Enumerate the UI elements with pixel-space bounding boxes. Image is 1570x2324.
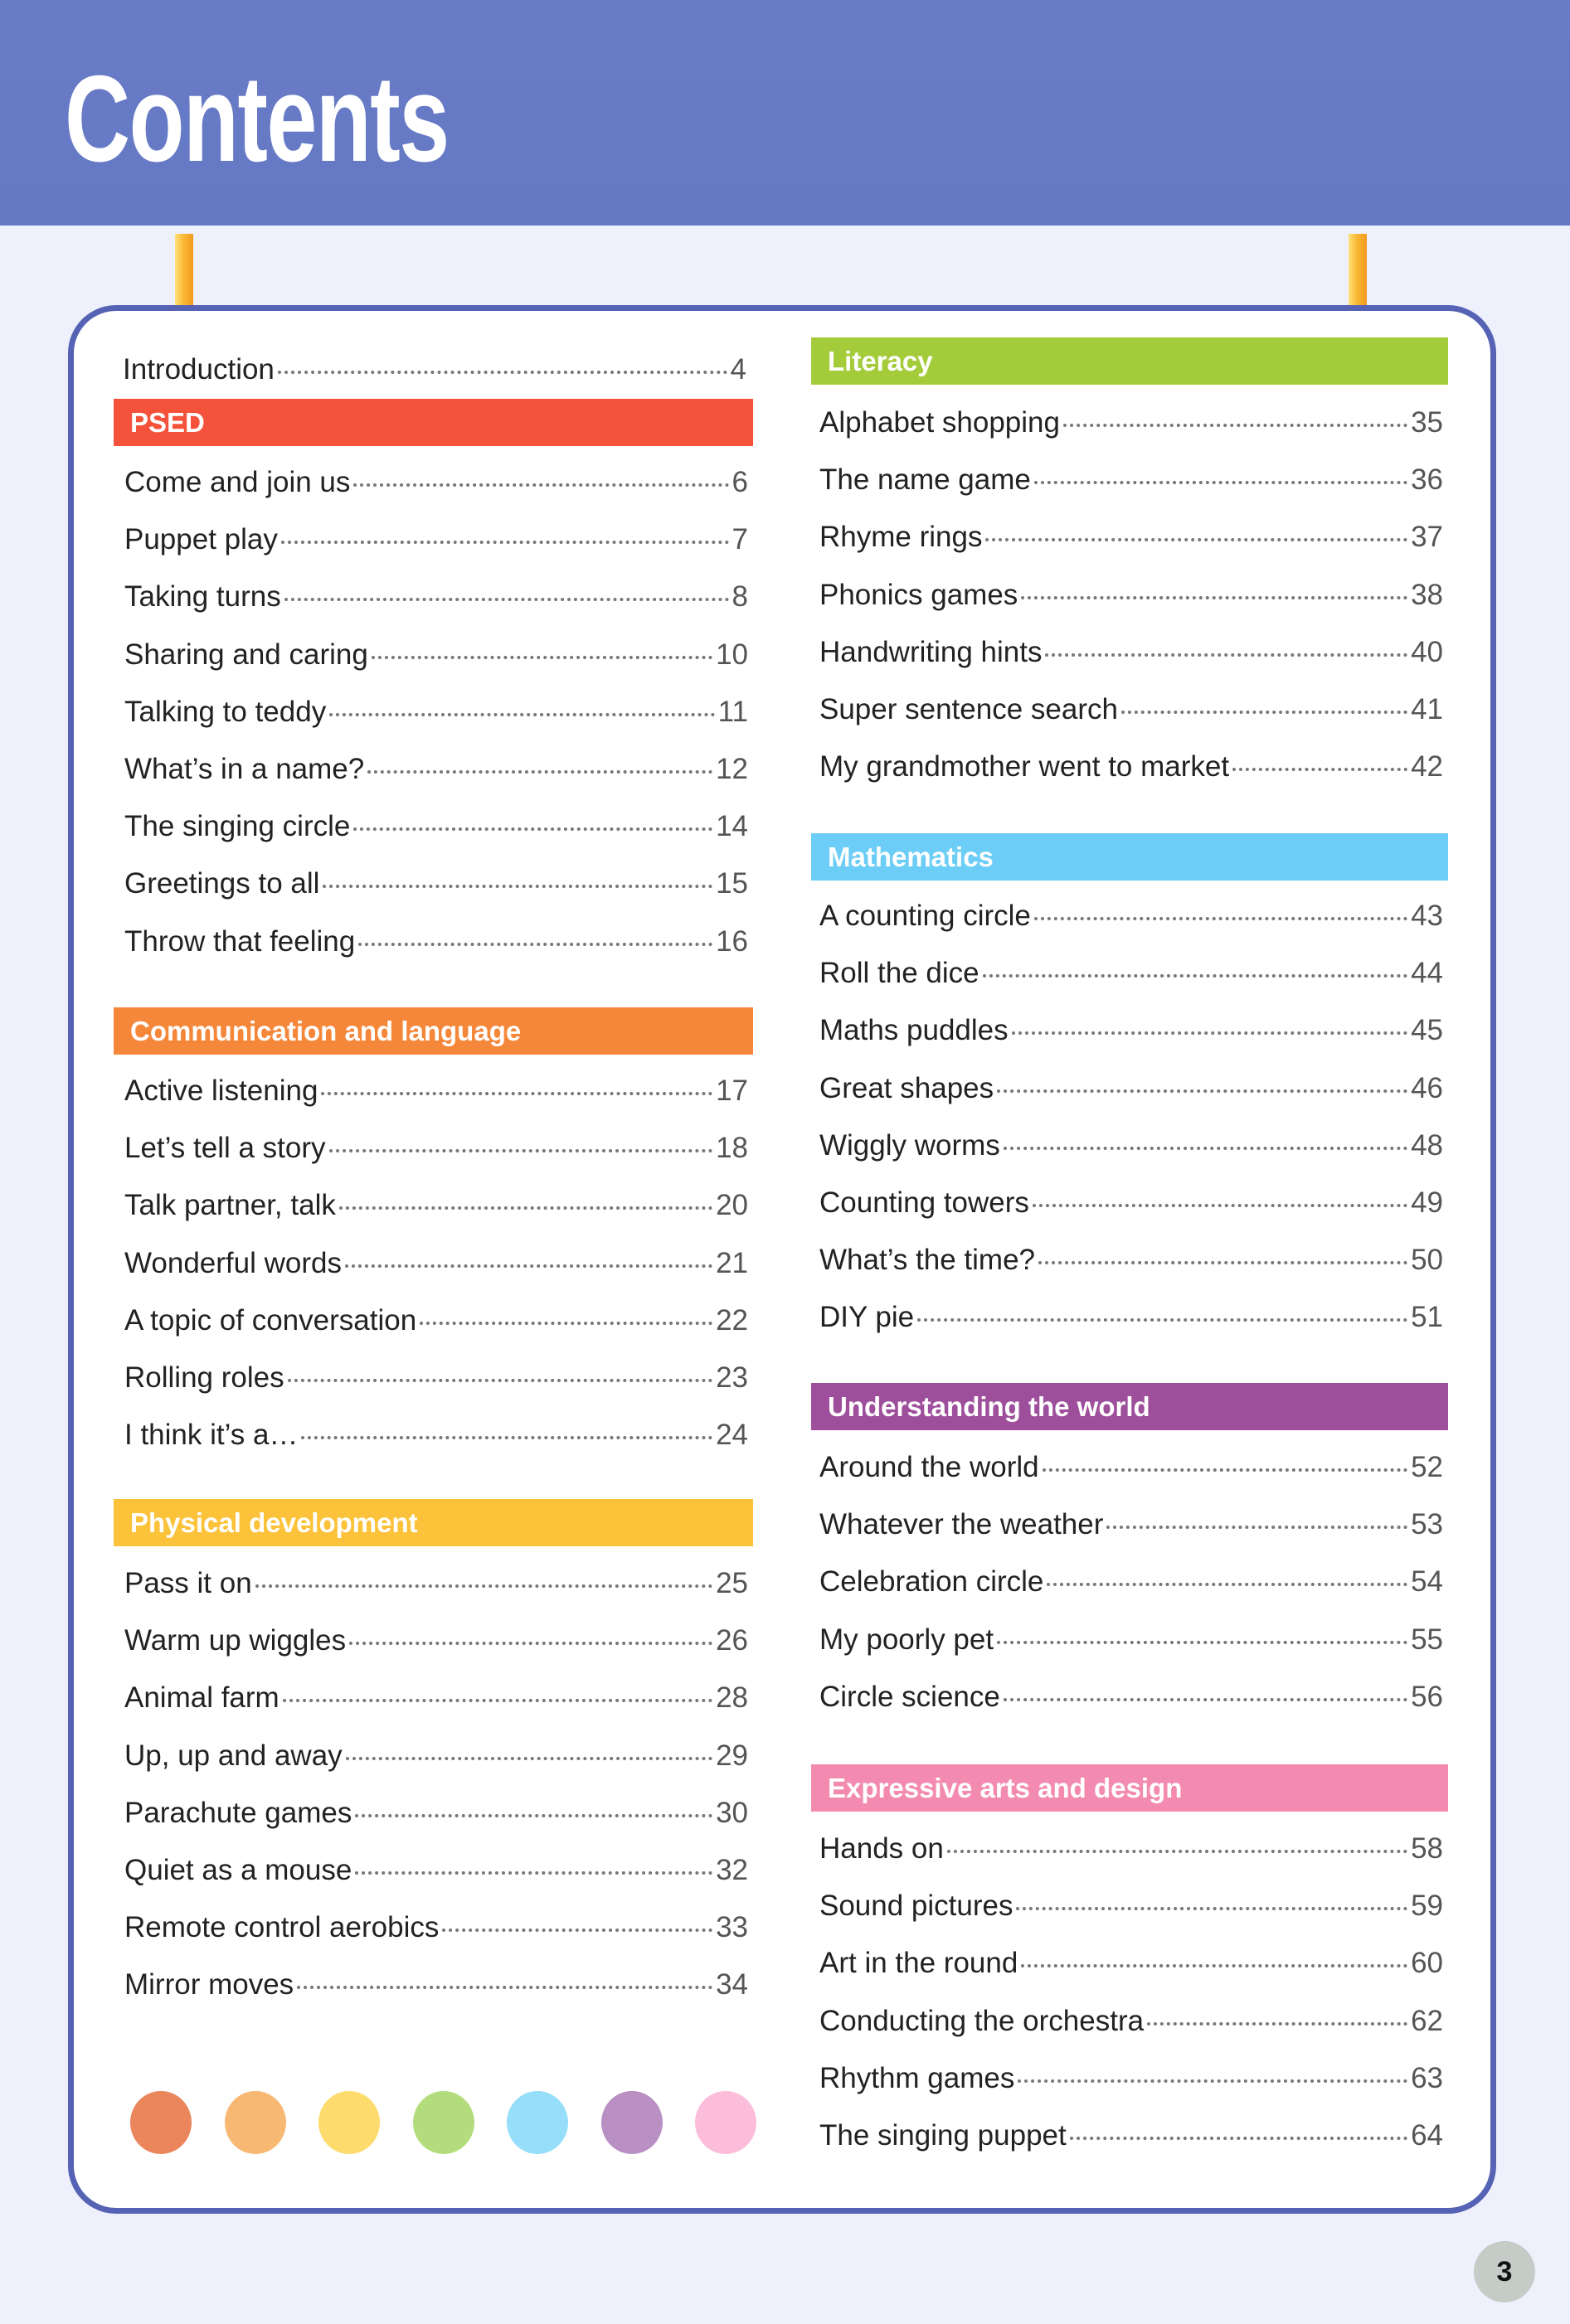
entry-label: The singing circle [124, 810, 351, 843]
toc-entry[interactable] [124, 1360, 748, 1396]
dot-leader [1012, 1031, 1407, 1035]
entry-label: Rhythm games [819, 2061, 1015, 2094]
dot-leader [420, 1322, 712, 1325]
toc-entry[interactable] [124, 1852, 748, 1889]
entry-label: My poorly pet [819, 1623, 994, 1656]
dot-leader [997, 1641, 1407, 1644]
entry-page: 54 [1411, 1565, 1443, 1599]
toc-entry[interactable] [124, 694, 748, 730]
entry-page: 10 [716, 638, 748, 671]
entry-page: 16 [716, 924, 748, 958]
entry-page: 55 [1411, 1623, 1443, 1656]
entry-page: 8 [732, 580, 748, 614]
entry-page: 30 [716, 1796, 748, 1829]
dot-leader [321, 1092, 712, 1095]
toc-entry[interactable] [819, 2003, 1443, 2040]
dot-leader [917, 1318, 1407, 1322]
dot-leader [983, 974, 1407, 978]
entry-label: Whatever the weather [819, 1508, 1104, 1541]
entry-page: 34 [716, 1968, 748, 2001]
section-header-communication-and-language: Communication and language [114, 1007, 753, 1055]
toc-entry[interactable] [819, 2118, 1443, 2154]
entry-page: 29 [716, 1739, 748, 1772]
dot-leader [997, 1089, 1407, 1093]
toc-entry[interactable] [819, 519, 1443, 556]
dot-leader [1016, 1907, 1407, 1910]
toc-entry[interactable] [124, 1303, 748, 1339]
entry-page: 4 [730, 353, 746, 386]
dot-leader [297, 1986, 712, 1989]
entry-page: 46 [1411, 1071, 1443, 1104]
toc-entry[interactable] [819, 1070, 1443, 1107]
dot-leader [1147, 2022, 1407, 2026]
entry-label: Active listening [124, 1075, 318, 1107]
entry-label: Handwriting hints [819, 635, 1043, 668]
entry-page: 38 [1411, 578, 1443, 611]
entry-label: Up, up and away [124, 1739, 343, 1772]
entry-label: What’s in a name? [124, 753, 365, 785]
dot-leader [947, 1850, 1407, 1853]
entry-label: Conducting the orchestra [819, 2004, 1145, 2037]
toc-entry[interactable] [819, 1888, 1443, 1924]
dot-leader [442, 1929, 712, 1932]
entry-page: 43 [1411, 900, 1443, 932]
entry-label: Wiggly worms [819, 1128, 1000, 1162]
entry-page: 28 [716, 1681, 748, 1715]
entry-page: 12 [716, 753, 748, 785]
dot-leader [301, 1436, 712, 1439]
entry-label: Come and join us [124, 466, 351, 498]
dot-leader [1034, 917, 1407, 920]
dot-leader [1021, 1964, 1407, 1967]
entry-label: Puppet play [124, 523, 278, 556]
entry-label: The name game [819, 463, 1031, 497]
toc-entry[interactable] [819, 1679, 1443, 1715]
entry-label: Throw that feeling [124, 924, 356, 958]
dot-leader [353, 483, 728, 487]
dot-leader [284, 598, 729, 601]
page-number-badge: 3 [1474, 2241, 1535, 2302]
entry-label: Hands on [819, 1832, 944, 1865]
entry-label: Art in the round [819, 1947, 1018, 1980]
toc-entry[interactable] [124, 1130, 748, 1167]
dot-leader [1034, 481, 1407, 484]
entry-page: 59 [1411, 1890, 1443, 1923]
entry-page: 35 [1411, 406, 1443, 439]
dot-leader [1004, 1698, 1407, 1701]
dot-leader [358, 943, 712, 946]
dot-leader [1021, 596, 1407, 599]
color-key-dot [507, 2091, 568, 2154]
entry-label: A topic of conversation [124, 1303, 417, 1337]
entry-label: Phonics games [819, 578, 1018, 611]
dot-leader [283, 1699, 712, 1702]
page-title: Contents [65, 51, 449, 187]
entry-page: 50 [1411, 1244, 1443, 1277]
entry-label: Around the world [819, 1451, 1039, 1483]
toc-entry[interactable] [819, 1299, 1443, 1336]
dot-leader [985, 538, 1407, 541]
entry-page: 33 [716, 1911, 748, 1944]
toc-entry[interactable] [819, 1506, 1443, 1543]
entry-label: Greetings to all [124, 867, 320, 900]
entry-page: 6 [732, 466, 748, 498]
dot-leader [349, 1642, 712, 1645]
entry-label: Roll the dice [819, 957, 979, 990]
toc-entry[interactable] [819, 1128, 1443, 1164]
entry-page: 49 [1411, 1186, 1443, 1219]
entry-page: 63 [1411, 2061, 1443, 2094]
entry-label: Great shapes [819, 1071, 994, 1104]
entry-page: 64 [1411, 2119, 1443, 2152]
toc-entry[interactable] [819, 462, 1443, 498]
section-header-psed: PSED [114, 399, 753, 446]
dot-leader [1038, 1261, 1407, 1264]
dot-leader [372, 656, 712, 659]
toc-entry[interactable] [124, 637, 748, 673]
left-hanger-post [175, 234, 193, 308]
toc-entry[interactable] [124, 1623, 748, 1659]
entry-page: 56 [1411, 1680, 1443, 1713]
entry-label: Rhyme rings [819, 521, 983, 554]
dot-leader [1232, 768, 1407, 771]
toc-entry[interactable] [819, 2060, 1443, 2097]
toc-entry[interactable] [819, 955, 1443, 992]
toc-entry[interactable] [819, 405, 1443, 441]
toc-entry[interactable] [819, 898, 1443, 934]
entry-page: 22 [716, 1303, 748, 1337]
entry-label: A counting circle [819, 900, 1031, 932]
dot-leader [339, 1206, 712, 1210]
entry-label: I think it’s a… [124, 1419, 299, 1452]
entry-label: Talk partner, talk [124, 1189, 336, 1222]
toc-entry[interactable] [124, 522, 748, 558]
entry-label: Pass it on [124, 1567, 252, 1599]
toc-entry-introduction[interactable] [123, 352, 746, 388]
entry-label: Animal farm [124, 1681, 279, 1715]
dot-leader [1047, 1583, 1407, 1586]
entry-page: 60 [1411, 1947, 1443, 1980]
entry-page: 62 [1411, 2004, 1443, 2037]
dot-leader [255, 1584, 712, 1588]
entry-label: Sharing and caring [124, 638, 368, 671]
dot-leader [355, 1814, 712, 1817]
entry-page: 18 [716, 1132, 748, 1165]
toc-entry[interactable] [124, 751, 748, 788]
right-hanger-post [1349, 234, 1367, 308]
entry-page: 53 [1411, 1508, 1443, 1541]
color-key-dot [601, 2091, 663, 2154]
section-header-literacy: Literacy [811, 337, 1448, 385]
dot-leader [1063, 424, 1407, 427]
entry-label: Quiet as a mouse [124, 1854, 352, 1886]
dot-leader [281, 541, 729, 544]
dot-leader [346, 1757, 712, 1760]
toc-entry[interactable] [819, 1831, 1443, 1867]
entry-label: Parachute games [124, 1796, 352, 1829]
entry-page: 11 [717, 695, 748, 728]
toc-entry[interactable] [124, 1680, 748, 1716]
entry-page: 52 [1411, 1451, 1443, 1483]
entry-label: Maths puddles [819, 1014, 1009, 1047]
dot-leader [1043, 1468, 1407, 1472]
dot-leader [288, 1379, 712, 1382]
section-header-understanding-the-world: Understanding the world [811, 1383, 1448, 1430]
entry-page: 25 [716, 1567, 748, 1599]
entry-label: Super sentence search [819, 693, 1118, 725]
color-key-dot [413, 2091, 474, 2154]
entry-page: 58 [1411, 1832, 1443, 1865]
toc-entry[interactable] [124, 808, 748, 845]
toc-entry[interactable] [124, 1909, 748, 1946]
entry-label: DIY pie [819, 1301, 915, 1334]
toc-entry[interactable] [819, 1449, 1443, 1486]
toc-entry[interactable] [124, 1073, 748, 1109]
dot-leader [345, 1264, 712, 1268]
entry-label: Circle science [819, 1680, 1000, 1713]
dot-leader [1045, 653, 1407, 657]
section-header-physical-development: Physical development [114, 1499, 753, 1546]
dot-leader [355, 1871, 712, 1875]
toc-entry[interactable] [124, 924, 748, 960]
dot-leader [367, 770, 712, 774]
dot-leader [1004, 1147, 1407, 1150]
toc-entry[interactable] [819, 1185, 1443, 1221]
dot-leader [1121, 711, 1407, 714]
entry-label: Rolling roles [124, 1361, 284, 1394]
entry-page: 15 [716, 867, 748, 900]
entry-page: 17 [716, 1075, 748, 1107]
entry-page: 24 [716, 1419, 748, 1452]
entry-page: 21 [716, 1246, 748, 1279]
toc-entry[interactable] [124, 866, 748, 902]
entry-page: 20 [716, 1189, 748, 1222]
toc-entry[interactable] [819, 749, 1443, 785]
toc-entry[interactable] [819, 1564, 1443, 1600]
entry-page: 37 [1411, 521, 1443, 554]
entry-label: Warm up wiggles [124, 1624, 347, 1657]
entry-page: 45 [1411, 1014, 1443, 1047]
color-key-dot [130, 2091, 192, 2154]
entry-page: 41 [1411, 693, 1443, 725]
entry-label: Introduction [123, 353, 275, 386]
entry-label: Alphabet shopping [819, 406, 1060, 439]
entry-page: 26 [716, 1624, 748, 1657]
entry-page: 44 [1411, 957, 1443, 990]
toc-entry[interactable] [819, 1242, 1443, 1278]
toc-entry[interactable] [819, 1012, 1443, 1049]
toc-entry[interactable] [124, 1417, 748, 1453]
entry-label: Talking to teddy [124, 695, 327, 728]
toc-entry[interactable] [124, 1738, 748, 1774]
entry-label: Sound pictures [819, 1890, 1013, 1923]
dot-leader [329, 1149, 713, 1152]
entry-label: Remote control aerobics [124, 1911, 440, 1944]
section-header-mathematics: Mathematics [811, 833, 1448, 881]
toc-entry[interactable] [819, 1622, 1443, 1658]
entry-page: 32 [716, 1854, 748, 1886]
entry-page: 23 [716, 1361, 748, 1394]
dot-leader [1018, 2079, 1407, 2083]
toc-entry[interactable] [819, 691, 1443, 728]
toc-entry[interactable] [124, 1967, 748, 2003]
entry-page: 51 [1411, 1301, 1443, 1334]
entry-page: 48 [1411, 1128, 1443, 1162]
color-key-dot [695, 2091, 756, 2154]
entry-page: 14 [716, 810, 748, 843]
entry-label: My grandmother went to market [819, 750, 1230, 784]
entry-page: 36 [1411, 463, 1443, 497]
toc-entry[interactable] [124, 1245, 748, 1282]
dot-leader [323, 885, 712, 888]
dot-leader [329, 713, 714, 716]
entry-label: Counting towers [819, 1186, 1029, 1219]
entry-label: Mirror moves [124, 1968, 294, 2001]
entry-label: Wonderful words [124, 1246, 342, 1279]
section-header-expressive-arts-and-design: Expressive arts and design [811, 1764, 1448, 1812]
entry-label: Let’s tell a story [124, 1132, 326, 1165]
color-key-dot [318, 2091, 380, 2154]
toc-entry[interactable] [819, 1945, 1443, 1982]
toc-entry[interactable] [124, 1565, 748, 1602]
dot-leader [1070, 2137, 1407, 2140]
dot-leader [1106, 1526, 1407, 1529]
entry-page: 42 [1411, 750, 1443, 784]
entry-page: 7 [732, 523, 748, 556]
toc-entry[interactable] [124, 1187, 748, 1224]
dot-leader [278, 371, 727, 374]
entry-label: The singing puppet [819, 2119, 1067, 2152]
entry-label: Taking turns [124, 580, 281, 614]
entry-page: 40 [1411, 635, 1443, 668]
toc-entry[interactable] [124, 1795, 748, 1832]
entry-label: Celebration circle [819, 1565, 1044, 1599]
dot-leader [1033, 1204, 1407, 1207]
toc-entry[interactable] [819, 577, 1443, 614]
dot-leader [353, 827, 712, 831]
toc-entry[interactable] [124, 464, 748, 501]
toc-entry[interactable] [819, 634, 1443, 671]
color-key-dot [225, 2091, 286, 2154]
entry-label: What’s the time? [819, 1244, 1036, 1277]
toc-entry[interactable] [124, 579, 748, 615]
